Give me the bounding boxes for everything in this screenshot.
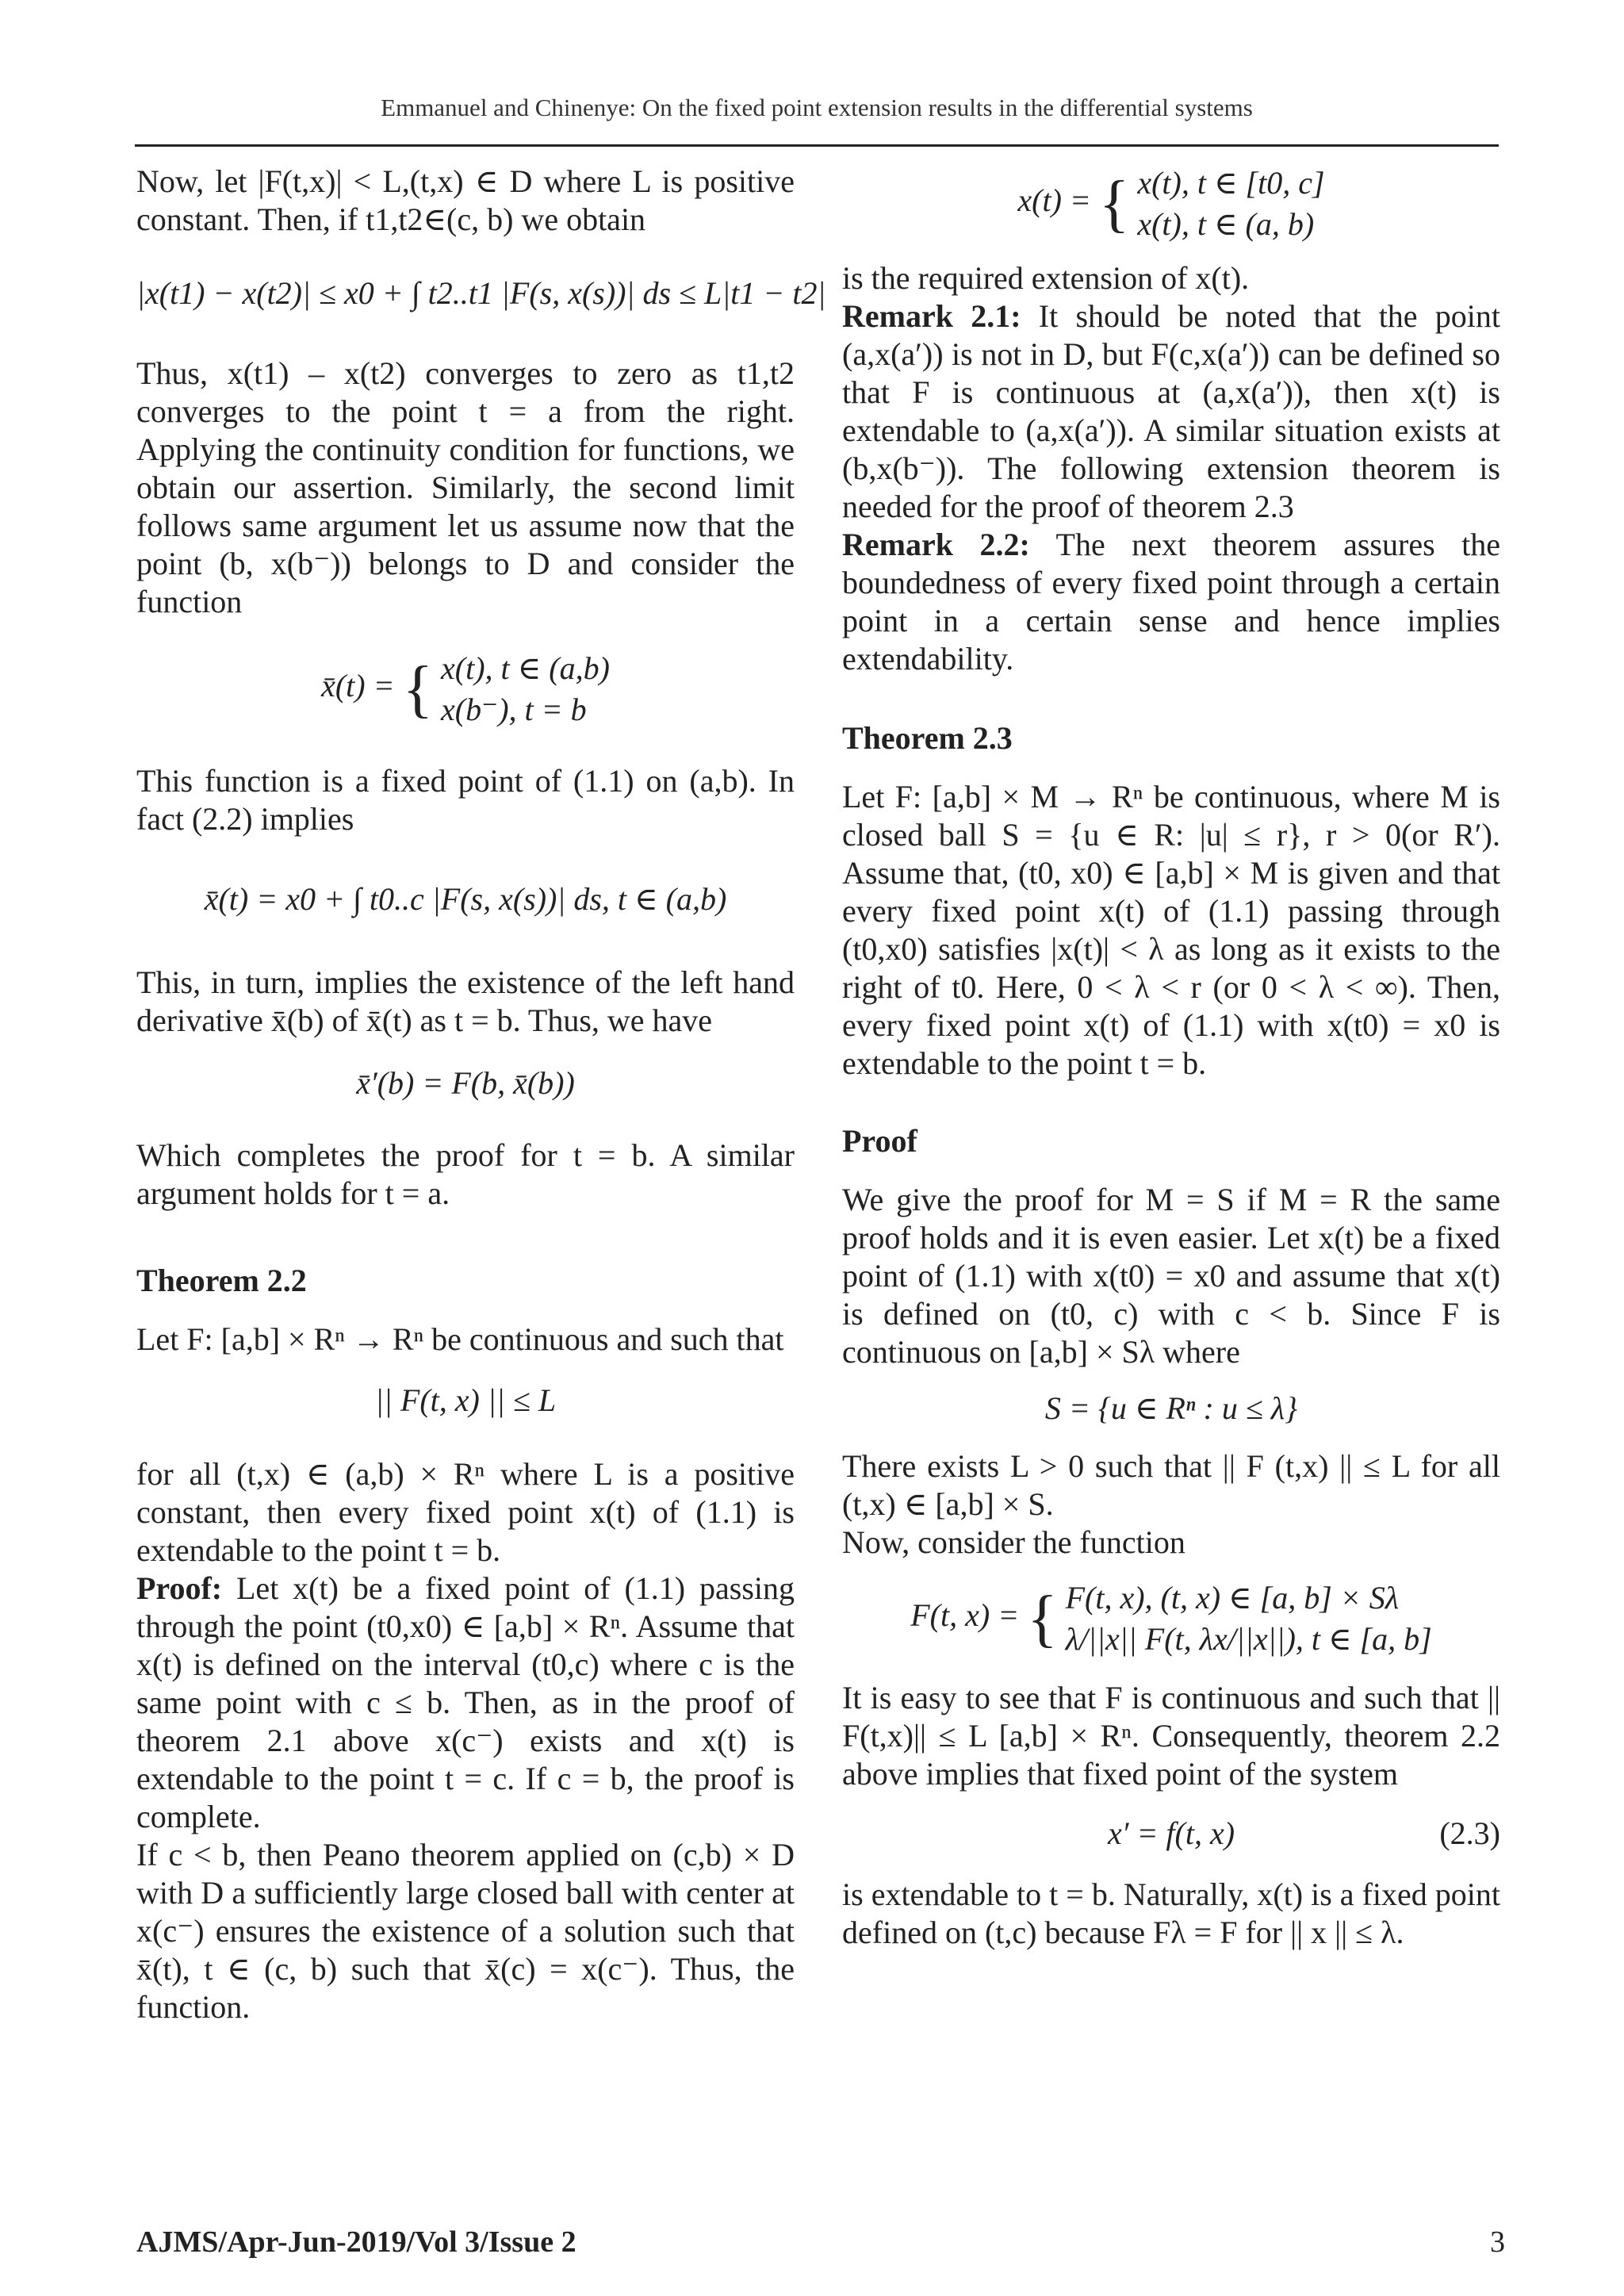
paragraph: It is easy to see that F is continuous and such that || F(t,x)|| ≤ L [a,b] × Rⁿ. Consequently, theorem 2.2 above implies that fixed point of the system xyxy=(842,1680,1500,1792)
equation-case: x(t), t ∈ (a,b) xyxy=(441,650,610,686)
paragraph: Now, let |F(t,x)| < L,(t,x) ∈ D where L is positive constant. Then, if t1,t2∈(c, b) we obtain xyxy=(136,163,795,237)
paragraph: for all (t,x) ∈ (a,b) × Rⁿ where L is a positive constant, then every fixed point x(t) of (1.1) is extendable to the point t = b. xyxy=(136,1456,795,1568)
brace-icon: { xyxy=(1027,1584,1058,1654)
paragraph: Let F: [a,b] × Rⁿ → Rⁿ be continuous and such that xyxy=(136,1321,784,1357)
paragraph: Let F: [a,b] × M → Rⁿ be continuous, where M is closed ball S = {u ∈ R: |u| ≤ r}, r > 0(or R′). Assume that, (t0, x0) ∈ [a,b] × M is given and that every fixed point x(t) of (1.1) passing through (t0,x0) satisfies |x(t)| < λ as long as it exists to the right of t0. Here, 0 < λ < r (or 0 < λ < ∞). Then, every fixed point x(t) of (1.1) with x(t0) = x0 is extendable to the point t = b. xyxy=(842,779,1500,1081)
running-header: Emmanuel and Chinenye: On the fixed point extension results in the differential systems xyxy=(381,94,1253,121)
equation: x′ = f(t, x) xyxy=(1107,1815,1235,1851)
right-column xyxy=(842,163,1500,1952)
equation-cases xyxy=(441,648,610,730)
equation: || F(t, x) || ≤ L xyxy=(374,1382,557,1418)
paragraph-text: It should be noted that the point (a,x(a′)) is not in D, but F(c,x(a′)) can be defined so that F is continuous at (a,x(a′)), then x(t) is extendable to (a,x(a′)). A similar situation exists at (b,x(b⁻)). The following extension theorem is needed for the proof of theorem 2.3 xyxy=(842,298,1501,524)
brace-icon: { xyxy=(402,654,434,724)
equation: S = {u ∈ Rⁿ : u ≤ λ} xyxy=(1044,1390,1298,1426)
equation-cases xyxy=(1066,1577,1432,1660)
paragraph: Now, consider the function xyxy=(842,1524,1185,1560)
equation-case: F(t, x), (t, x) ∈ [a, b] × Sλ xyxy=(1065,1580,1400,1616)
paragraph: Which completes the proof for t = b. A similar argument holds for t = a. xyxy=(136,1137,795,1211)
page-number: 3 xyxy=(1490,2225,1505,2259)
left-column xyxy=(136,163,826,2026)
remark-label: Remark 2.1: xyxy=(842,298,1021,334)
brace-icon: { xyxy=(1098,169,1130,239)
theorem-heading: Theorem 2.2 xyxy=(136,1263,307,1298)
paragraph: This function is a fixed point of (1.1) on (a,b). In fact (2.2) implies xyxy=(136,763,795,837)
paragraph xyxy=(136,1570,795,1836)
paragraph: This, in turn, implies the existence of the left hand derivative x̄(b) of x̄(t) as t = b. Thus, we have xyxy=(136,964,795,1038)
theorem-heading: Theorem 2.3 xyxy=(842,720,1013,756)
paragraph xyxy=(842,526,1500,678)
equation-numbered xyxy=(842,1814,1500,1853)
proof-label: Proof: xyxy=(136,1570,223,1606)
paragraph-text: Let x(t) be a fixed point of (1.1) passing through the point (t0,x0) ∈ [a,b] × Rⁿ. Assume that x(t) is defined on the interval (t0,c) where c is the same point with c ≤ b. Then, as in the proof of theorem 2.1 above x(c⁻) exists and x(t) is extendable to the point t = c. If c = b, the proof is complete. xyxy=(136,1570,795,1834)
paragraph-text: The next theorem assures the boundedness of every fixed point through a certain point in a certain sense and hence implies extendability. xyxy=(842,527,1500,677)
equation: x̄′(b) = F(b, x̄(b)) xyxy=(356,1065,575,1101)
equation-case: x(t), t ∈ [t0, c] xyxy=(1137,165,1325,201)
equation-piecewise xyxy=(842,1577,1500,1660)
paragraph: is extendable to t = b. Naturally, x(t) is a fixed point defined on (t,c) because Fλ = F for || x || ≤ λ. xyxy=(842,1876,1500,1950)
equation-lhs: x̄(t) = xyxy=(321,668,395,704)
paragraph: is the required extension of x(t). xyxy=(842,260,1250,296)
equation-piecewise xyxy=(842,163,1500,245)
paragraph: There exists L > 0 such that || F (t,x) || ≤ L for all (t,x) ∈ [a,b] × S. xyxy=(842,1448,1500,1522)
journal-footer: AJMS/Apr-Jun-2019/Vol 3/Issue 2 xyxy=(136,2225,576,2259)
equation-cases xyxy=(1137,163,1324,245)
equation-piecewise xyxy=(136,648,795,730)
equation-case: x(t), t ∈ (a, b) xyxy=(1137,206,1315,242)
remark-label: Remark 2.2: xyxy=(842,527,1030,562)
equation-number: (2.3) xyxy=(1439,1815,1500,1851)
proof-heading: Proof xyxy=(842,1123,917,1159)
equation-case: x(b⁻), t = b xyxy=(441,692,587,727)
paragraph xyxy=(842,297,1500,526)
header-rule xyxy=(135,144,1499,147)
equation-lhs: F(t, x) = xyxy=(910,1597,1020,1634)
paragraph: If c < b, then Peano theorem applied on (c,b) × D with D a sufficiently large closed ball with center at x(c⁻) ensures the existence of a solution such that x̄(t), t ∈ (c, b) such that x̄(c) = x(c⁻). Thus, the function. xyxy=(136,1837,795,2025)
paragraph: We give the proof for M = S if M = R the same proof holds and it is even easier. Let x(t) be a fixed point of (1.1) with x(t0) = x0 and assume that x(t) is defined on (t0, c) with c < b. Since F is continuous on [a,b] × Sλ where xyxy=(842,1182,1500,1370)
paragraph: Thus, x(t1) – x(t2) converges to zero as t1,t2 converges to the point t = a from the right. Applying the continuity condition for functions, we obtain our assertion. Similarly, the second limit follows same argument let us assume now that the point (b, x(b⁻)) belongs to D and consider the function xyxy=(136,355,795,619)
equation-case: λ/||x|| F(t, λx/||x||), t ∈ [a, b] xyxy=(1065,1621,1432,1657)
equation-lhs: x(t) = xyxy=(1017,182,1091,219)
equation: |x(t1) − x(t2)| ≤ x0 + ∫ t2..t1 |F(s, x(s))| ds ≤ L|t1 − t2| xyxy=(136,275,826,311)
equation: x̄(t) = x0 + ∫ t0..c |F(s, x(s))| ds, t ∈ (a,b) xyxy=(204,881,727,917)
